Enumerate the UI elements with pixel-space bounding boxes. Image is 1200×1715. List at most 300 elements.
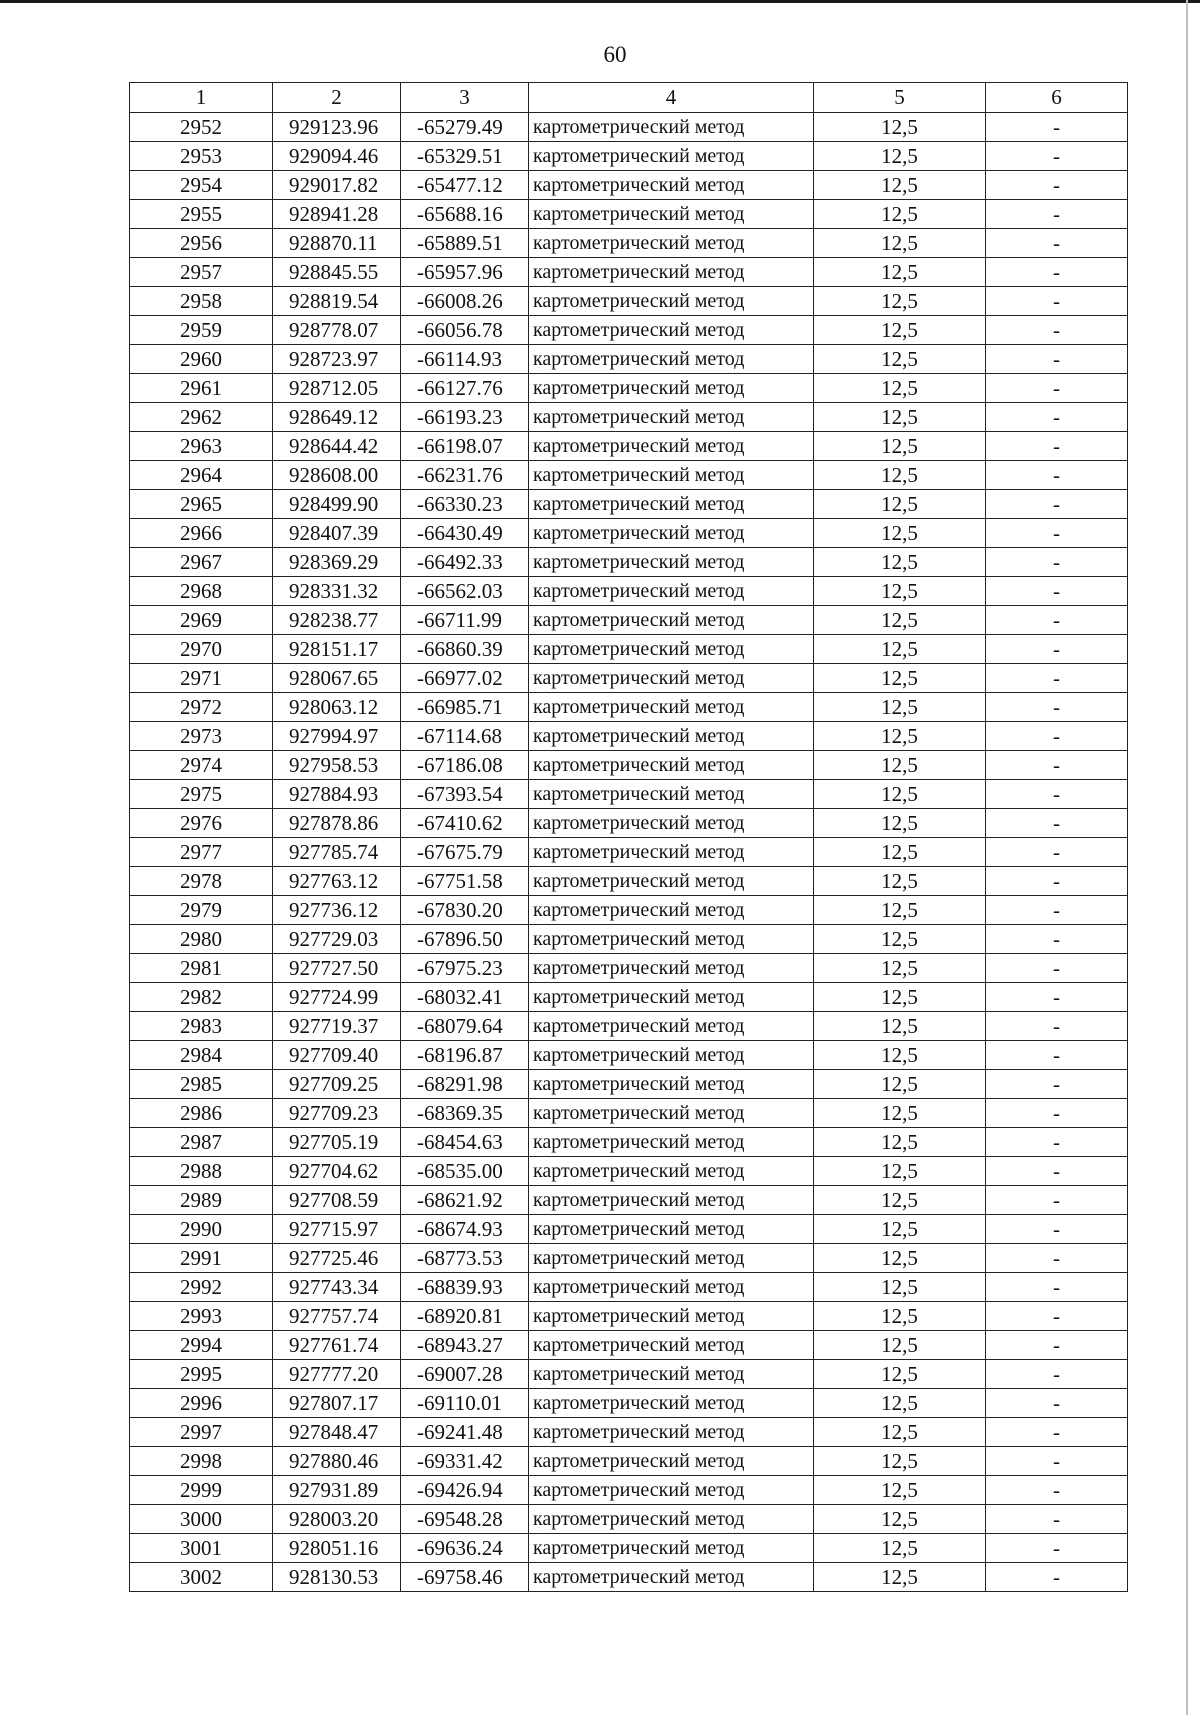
method-cell: картометрический метод bbox=[529, 1070, 814, 1099]
y-coordinate-cell: -66430.49 bbox=[401, 519, 529, 548]
y-coordinate-cell: -68920.81 bbox=[401, 1302, 529, 1331]
point-number-cell: 2995 bbox=[130, 1360, 273, 1389]
x-coordinate-cell: 928644.42 bbox=[273, 432, 401, 461]
accuracy-cell: 12,5 bbox=[814, 1273, 986, 1302]
table-row bbox=[130, 229, 1128, 258]
note-cell: - bbox=[986, 1273, 1128, 1302]
x-coordinate-cell: 928063.12 bbox=[273, 693, 401, 722]
x-coordinate-cell: 927736.12 bbox=[273, 896, 401, 925]
y-coordinate-cell: -68032.41 bbox=[401, 983, 529, 1012]
y-coordinate-cell: -66198.07 bbox=[401, 432, 529, 461]
method-cell: картометрический метод bbox=[529, 229, 814, 258]
note-cell: - bbox=[986, 780, 1128, 809]
point-number-cell: 2988 bbox=[130, 1157, 273, 1186]
column-header-3: 3 bbox=[401, 83, 529, 113]
point-number-cell: 2963 bbox=[130, 432, 273, 461]
y-coordinate-cell: -65279.49 bbox=[401, 113, 529, 142]
y-coordinate-cell: -68621.92 bbox=[401, 1186, 529, 1215]
y-coordinate-cell: -66711.99 bbox=[401, 606, 529, 635]
table-row bbox=[130, 1041, 1128, 1070]
page-number: 60 bbox=[603, 42, 627, 67]
point-number-cell: 3002 bbox=[130, 1563, 273, 1592]
x-coordinate-cell: 927709.40 bbox=[273, 1041, 401, 1070]
accuracy-cell: 12,5 bbox=[814, 258, 986, 287]
note-cell: - bbox=[986, 1331, 1128, 1360]
method-cell: картометрический метод bbox=[529, 1302, 814, 1331]
method-cell: картометрический метод bbox=[529, 1389, 814, 1418]
table-row bbox=[130, 461, 1128, 490]
accuracy-cell: 12,5 bbox=[814, 1070, 986, 1099]
method-cell: картометрический метод bbox=[529, 1186, 814, 1215]
method-cell: картометрический метод bbox=[529, 1273, 814, 1302]
x-coordinate-cell: 928845.55 bbox=[273, 258, 401, 287]
x-coordinate-cell: 928238.77 bbox=[273, 606, 401, 635]
point-number-cell: 2952 bbox=[130, 113, 273, 142]
y-coordinate-cell: -69331.42 bbox=[401, 1447, 529, 1476]
method-cell: картометрический метод bbox=[529, 1418, 814, 1447]
note-cell: - bbox=[986, 1418, 1128, 1447]
note-cell: - bbox=[986, 664, 1128, 693]
point-number-cell: 2959 bbox=[130, 316, 273, 345]
method-cell: картометрический метод bbox=[529, 809, 814, 838]
x-coordinate-cell: 928369.29 bbox=[273, 548, 401, 577]
note-cell: - bbox=[986, 1128, 1128, 1157]
y-coordinate-cell: -68535.00 bbox=[401, 1157, 529, 1186]
note-cell: - bbox=[986, 1244, 1128, 1273]
x-coordinate-cell: 928331.32 bbox=[273, 577, 401, 606]
y-coordinate-cell: -68839.93 bbox=[401, 1273, 529, 1302]
x-coordinate-cell: 927724.99 bbox=[273, 983, 401, 1012]
table-row bbox=[130, 1012, 1128, 1041]
table-row bbox=[130, 490, 1128, 519]
note-cell: - bbox=[986, 287, 1128, 316]
method-cell: картометрический метод bbox=[529, 1215, 814, 1244]
y-coordinate-cell: -66127.76 bbox=[401, 374, 529, 403]
x-coordinate-cell: 927708.59 bbox=[273, 1186, 401, 1215]
table-row bbox=[130, 403, 1128, 432]
table-header-row bbox=[130, 83, 1128, 113]
note-cell: - bbox=[986, 171, 1128, 200]
accuracy-cell: 12,5 bbox=[814, 374, 986, 403]
accuracy-cell: 12,5 bbox=[814, 548, 986, 577]
note-cell: - bbox=[986, 1157, 1128, 1186]
y-coordinate-cell: -67896.50 bbox=[401, 925, 529, 954]
note-cell: - bbox=[986, 461, 1128, 490]
table-row bbox=[130, 1244, 1128, 1273]
y-coordinate-cell: -65957.96 bbox=[401, 258, 529, 287]
y-coordinate-cell: -67975.23 bbox=[401, 954, 529, 983]
point-number-cell: 2982 bbox=[130, 983, 273, 1012]
y-coordinate-cell: -66860.39 bbox=[401, 635, 529, 664]
accuracy-cell: 12,5 bbox=[814, 1418, 986, 1447]
point-number-cell: 2994 bbox=[130, 1331, 273, 1360]
method-cell: картометрический метод bbox=[529, 664, 814, 693]
accuracy-cell: 12,5 bbox=[814, 1331, 986, 1360]
x-coordinate-cell: 927884.93 bbox=[273, 780, 401, 809]
note-cell: - bbox=[986, 1302, 1128, 1331]
accuracy-cell: 12,5 bbox=[814, 1563, 986, 1592]
accuracy-cell: 12,5 bbox=[814, 693, 986, 722]
accuracy-cell: 12,5 bbox=[814, 200, 986, 229]
note-cell: - bbox=[986, 374, 1128, 403]
method-cell: картометрический метод bbox=[529, 374, 814, 403]
table-row bbox=[130, 1128, 1128, 1157]
point-number-cell: 2987 bbox=[130, 1128, 273, 1157]
accuracy-cell: 12,5 bbox=[814, 519, 986, 548]
table-row bbox=[130, 577, 1128, 606]
method-cell: картометрический метод bbox=[529, 171, 814, 200]
accuracy-cell: 12,5 bbox=[814, 287, 986, 316]
method-cell: картометрический метод bbox=[529, 287, 814, 316]
accuracy-cell: 12,5 bbox=[814, 780, 986, 809]
note-cell: - bbox=[986, 1563, 1128, 1592]
y-coordinate-cell: -67410.62 bbox=[401, 809, 529, 838]
accuracy-cell: 12,5 bbox=[814, 229, 986, 258]
method-cell: картометрический метод bbox=[529, 1476, 814, 1505]
point-number-cell: 2962 bbox=[130, 403, 273, 432]
note-cell: - bbox=[986, 142, 1128, 171]
method-cell: картометрический метод bbox=[529, 1331, 814, 1360]
point-number-cell: 2958 bbox=[130, 287, 273, 316]
note-cell: - bbox=[986, 1041, 1128, 1070]
x-coordinate-cell: 927709.25 bbox=[273, 1070, 401, 1099]
method-cell: картометрический метод bbox=[529, 896, 814, 925]
table-row bbox=[130, 374, 1128, 403]
accuracy-cell: 12,5 bbox=[814, 1447, 986, 1476]
table-row bbox=[130, 1418, 1128, 1447]
note-cell: - bbox=[986, 1360, 1128, 1389]
accuracy-cell: 12,5 bbox=[814, 1215, 986, 1244]
y-coordinate-cell: -66977.02 bbox=[401, 664, 529, 693]
accuracy-cell: 12,5 bbox=[814, 896, 986, 925]
table-row bbox=[130, 954, 1128, 983]
x-coordinate-cell: 927705.19 bbox=[273, 1128, 401, 1157]
table-row bbox=[130, 1302, 1128, 1331]
y-coordinate-cell: -68943.27 bbox=[401, 1331, 529, 1360]
y-coordinate-cell: -69636.24 bbox=[401, 1534, 529, 1563]
point-number-cell: 2967 bbox=[130, 548, 273, 577]
note-cell: - bbox=[986, 1186, 1128, 1215]
y-coordinate-cell: -67830.20 bbox=[401, 896, 529, 925]
table-row bbox=[130, 838, 1128, 867]
method-cell: картометрический метод bbox=[529, 1505, 814, 1534]
table-row bbox=[130, 983, 1128, 1012]
table-row bbox=[130, 1273, 1128, 1302]
accuracy-cell: 12,5 bbox=[814, 722, 986, 751]
method-cell: картометрический метод bbox=[529, 316, 814, 345]
note-cell: - bbox=[986, 809, 1128, 838]
table-row bbox=[130, 722, 1128, 751]
note-cell: - bbox=[986, 200, 1128, 229]
x-coordinate-cell: 927709.23 bbox=[273, 1099, 401, 1128]
y-coordinate-cell: -69426.94 bbox=[401, 1476, 529, 1505]
method-cell: картометрический метод bbox=[529, 1447, 814, 1476]
table-row bbox=[130, 751, 1128, 780]
x-coordinate-cell: 927807.17 bbox=[273, 1389, 401, 1418]
y-coordinate-cell: -68196.87 bbox=[401, 1041, 529, 1070]
point-number-cell: 2999 bbox=[130, 1476, 273, 1505]
x-coordinate-cell: 927785.74 bbox=[273, 838, 401, 867]
accuracy-cell: 12,5 bbox=[814, 403, 986, 432]
x-coordinate-cell: 927931.89 bbox=[273, 1476, 401, 1505]
point-number-cell: 2966 bbox=[130, 519, 273, 548]
point-number-cell: 2976 bbox=[130, 809, 273, 838]
note-cell: - bbox=[986, 1099, 1128, 1128]
table-body bbox=[130, 113, 1128, 1592]
method-cell: картометрический метод bbox=[529, 1360, 814, 1389]
point-number-cell: 2978 bbox=[130, 867, 273, 896]
x-coordinate-cell: 927704.62 bbox=[273, 1157, 401, 1186]
table-row bbox=[130, 925, 1128, 954]
table-row bbox=[130, 635, 1128, 664]
table-row bbox=[130, 1534, 1128, 1563]
table-row bbox=[130, 1070, 1128, 1099]
point-number-cell: 2957 bbox=[130, 258, 273, 287]
table-row bbox=[130, 1563, 1128, 1592]
y-coordinate-cell: -65477.12 bbox=[401, 171, 529, 200]
accuracy-cell: 12,5 bbox=[814, 983, 986, 1012]
x-coordinate-cell: 928608.00 bbox=[273, 461, 401, 490]
table-row bbox=[130, 867, 1128, 896]
method-cell: картометрический метод bbox=[529, 345, 814, 374]
point-number-cell: 2975 bbox=[130, 780, 273, 809]
note-cell: - bbox=[986, 519, 1128, 548]
table-row bbox=[130, 345, 1128, 374]
method-cell: картометрический метод bbox=[529, 983, 814, 1012]
method-cell: картометрический метод bbox=[529, 1244, 814, 1273]
x-coordinate-cell: 928407.39 bbox=[273, 519, 401, 548]
y-coordinate-cell: -66562.03 bbox=[401, 577, 529, 606]
point-number-cell: 2971 bbox=[130, 664, 273, 693]
table-row bbox=[130, 1331, 1128, 1360]
note-cell: - bbox=[986, 113, 1128, 142]
accuracy-cell: 12,5 bbox=[814, 1012, 986, 1041]
table-row bbox=[130, 606, 1128, 635]
point-number-cell: 3001 bbox=[130, 1534, 273, 1563]
y-coordinate-cell: -68369.35 bbox=[401, 1099, 529, 1128]
y-coordinate-cell: -66056.78 bbox=[401, 316, 529, 345]
note-cell: - bbox=[986, 693, 1128, 722]
method-cell: картометрический метод bbox=[529, 403, 814, 432]
y-coordinate-cell: -69548.28 bbox=[401, 1505, 529, 1534]
table-row bbox=[130, 171, 1128, 200]
table-row bbox=[130, 809, 1128, 838]
accuracy-cell: 12,5 bbox=[814, 1244, 986, 1273]
table-row bbox=[130, 142, 1128, 171]
x-coordinate-cell: 927958.53 bbox=[273, 751, 401, 780]
x-coordinate-cell: 927761.74 bbox=[273, 1331, 401, 1360]
note-cell: - bbox=[986, 954, 1128, 983]
accuracy-cell: 12,5 bbox=[814, 925, 986, 954]
note-cell: - bbox=[986, 1215, 1128, 1244]
accuracy-cell: 12,5 bbox=[814, 1302, 986, 1331]
method-cell: картометрический метод bbox=[529, 432, 814, 461]
x-coordinate-cell: 927715.97 bbox=[273, 1215, 401, 1244]
point-number-cell: 2981 bbox=[130, 954, 273, 983]
accuracy-cell: 12,5 bbox=[814, 171, 986, 200]
method-cell: картометрический метод bbox=[529, 1099, 814, 1128]
note-cell: - bbox=[986, 1070, 1128, 1099]
y-coordinate-cell: -67751.58 bbox=[401, 867, 529, 896]
y-coordinate-cell: -65688.16 bbox=[401, 200, 529, 229]
table-row bbox=[130, 1186, 1128, 1215]
y-coordinate-cell: -67186.08 bbox=[401, 751, 529, 780]
method-cell: картометрический метод bbox=[529, 113, 814, 142]
note-cell: - bbox=[986, 1534, 1128, 1563]
note-cell: - bbox=[986, 345, 1128, 374]
note-cell: - bbox=[986, 1447, 1128, 1476]
x-coordinate-cell: 929017.82 bbox=[273, 171, 401, 200]
accuracy-cell: 12,5 bbox=[814, 1157, 986, 1186]
accuracy-cell: 12,5 bbox=[814, 316, 986, 345]
x-coordinate-cell: 928051.16 bbox=[273, 1534, 401, 1563]
table-row bbox=[130, 113, 1128, 142]
x-coordinate-cell: 928778.07 bbox=[273, 316, 401, 345]
point-number-cell: 2977 bbox=[130, 838, 273, 867]
x-coordinate-cell: 927757.74 bbox=[273, 1302, 401, 1331]
table-row bbox=[130, 1157, 1128, 1186]
method-cell: картометрический метод bbox=[529, 1128, 814, 1157]
note-cell: - bbox=[986, 1505, 1128, 1534]
method-cell: картометрический метод bbox=[529, 635, 814, 664]
y-coordinate-cell: -66330.23 bbox=[401, 490, 529, 519]
x-coordinate-cell: 929123.96 bbox=[273, 113, 401, 142]
x-coordinate-cell: 928819.54 bbox=[273, 287, 401, 316]
y-coordinate-cell: -67114.68 bbox=[401, 722, 529, 751]
note-cell: - bbox=[986, 548, 1128, 577]
method-cell: картометрический метод bbox=[529, 1157, 814, 1186]
method-cell: картометрический метод bbox=[529, 1563, 814, 1592]
x-coordinate-cell: 928941.28 bbox=[273, 200, 401, 229]
table-row bbox=[130, 287, 1128, 316]
accuracy-cell: 12,5 bbox=[814, 606, 986, 635]
y-coordinate-cell: -66193.23 bbox=[401, 403, 529, 432]
y-coordinate-cell: -68291.98 bbox=[401, 1070, 529, 1099]
point-number-cell: 2969 bbox=[130, 606, 273, 635]
table-row bbox=[130, 1215, 1128, 1244]
note-cell: - bbox=[986, 983, 1128, 1012]
note-cell: - bbox=[986, 490, 1128, 519]
x-coordinate-cell: 929094.46 bbox=[273, 142, 401, 171]
method-cell: картометрический метод bbox=[529, 751, 814, 780]
note-cell: - bbox=[986, 1476, 1128, 1505]
column-header-1: 1 bbox=[130, 83, 273, 113]
table-row bbox=[130, 1505, 1128, 1534]
table-row bbox=[130, 200, 1128, 229]
accuracy-cell: 12,5 bbox=[814, 345, 986, 374]
accuracy-cell: 12,5 bbox=[814, 490, 986, 519]
note-cell: - bbox=[986, 751, 1128, 780]
x-coordinate-cell: 928499.90 bbox=[273, 490, 401, 519]
point-number-cell: 2961 bbox=[130, 374, 273, 403]
coordinates-table bbox=[129, 82, 1128, 1592]
y-coordinate-cell: -68773.53 bbox=[401, 1244, 529, 1273]
point-number-cell: 3000 bbox=[130, 1505, 273, 1534]
y-coordinate-cell: -69007.28 bbox=[401, 1360, 529, 1389]
point-number-cell: 2974 bbox=[130, 751, 273, 780]
point-number-cell: 2979 bbox=[130, 896, 273, 925]
y-coordinate-cell: -68079.64 bbox=[401, 1012, 529, 1041]
point-number-cell: 2970 bbox=[130, 635, 273, 664]
point-number-cell: 2983 bbox=[130, 1012, 273, 1041]
column-header-2: 2 bbox=[273, 83, 401, 113]
table-row bbox=[130, 432, 1128, 461]
point-number-cell: 2956 bbox=[130, 229, 273, 258]
x-coordinate-cell: 928003.20 bbox=[273, 1505, 401, 1534]
point-number-cell: 2960 bbox=[130, 345, 273, 374]
method-cell: картометрический метод bbox=[529, 577, 814, 606]
x-coordinate-cell: 928151.17 bbox=[273, 635, 401, 664]
point-number-cell: 2996 bbox=[130, 1389, 273, 1418]
table-row bbox=[130, 1476, 1128, 1505]
method-cell: картометрический метод bbox=[529, 693, 814, 722]
note-cell: - bbox=[986, 229, 1128, 258]
accuracy-cell: 12,5 bbox=[814, 954, 986, 983]
accuracy-cell: 12,5 bbox=[814, 809, 986, 838]
point-number-cell: 2986 bbox=[130, 1099, 273, 1128]
point-number-cell: 2997 bbox=[130, 1418, 273, 1447]
y-coordinate-cell: -65329.51 bbox=[401, 142, 529, 171]
accuracy-cell: 12,5 bbox=[814, 751, 986, 780]
y-coordinate-cell: -66231.76 bbox=[401, 461, 529, 490]
point-number-cell: 2992 bbox=[130, 1273, 273, 1302]
point-number-cell: 2980 bbox=[130, 925, 273, 954]
accuracy-cell: 12,5 bbox=[814, 1389, 986, 1418]
method-cell: картометрический метод bbox=[529, 200, 814, 229]
accuracy-cell: 12,5 bbox=[814, 142, 986, 171]
accuracy-cell: 12,5 bbox=[814, 1186, 986, 1215]
point-number-cell: 2990 bbox=[130, 1215, 273, 1244]
method-cell: картометрический метод bbox=[529, 954, 814, 983]
note-cell: - bbox=[986, 838, 1128, 867]
point-number-cell: 2972 bbox=[130, 693, 273, 722]
note-cell: - bbox=[986, 1389, 1128, 1418]
page-right-edge bbox=[1186, 0, 1188, 1715]
x-coordinate-cell: 927763.12 bbox=[273, 867, 401, 896]
y-coordinate-cell: -68454.63 bbox=[401, 1128, 529, 1157]
x-coordinate-cell: 928067.65 bbox=[273, 664, 401, 693]
point-number-cell: 2965 bbox=[130, 490, 273, 519]
table-row bbox=[130, 780, 1128, 809]
table-row bbox=[130, 1099, 1128, 1128]
note-cell: - bbox=[986, 606, 1128, 635]
y-coordinate-cell: -68674.93 bbox=[401, 1215, 529, 1244]
method-cell: картометрический метод bbox=[529, 142, 814, 171]
note-cell: - bbox=[986, 722, 1128, 751]
y-coordinate-cell: -66114.93 bbox=[401, 345, 529, 374]
method-cell: картометрический метод bbox=[529, 925, 814, 954]
point-number-cell: 2984 bbox=[130, 1041, 273, 1070]
method-cell: картометрический метод bbox=[529, 461, 814, 490]
accuracy-cell: 12,5 bbox=[814, 635, 986, 664]
column-header-4: 4 bbox=[529, 83, 814, 113]
accuracy-cell: 12,5 bbox=[814, 113, 986, 142]
accuracy-cell: 12,5 bbox=[814, 867, 986, 896]
point-number-cell: 2955 bbox=[130, 200, 273, 229]
point-number-cell: 2993 bbox=[130, 1302, 273, 1331]
y-coordinate-cell: -67675.79 bbox=[401, 838, 529, 867]
note-cell: - bbox=[986, 1012, 1128, 1041]
point-number-cell: 2973 bbox=[130, 722, 273, 751]
point-number-cell: 2998 bbox=[130, 1447, 273, 1476]
method-cell: картометрический метод bbox=[529, 606, 814, 635]
column-header-5: 5 bbox=[814, 83, 986, 113]
point-number-cell: 2953 bbox=[130, 142, 273, 171]
y-coordinate-cell: -66008.26 bbox=[401, 287, 529, 316]
x-coordinate-cell: 927725.46 bbox=[273, 1244, 401, 1273]
x-coordinate-cell: 927994.97 bbox=[273, 722, 401, 751]
note-cell: - bbox=[986, 896, 1128, 925]
